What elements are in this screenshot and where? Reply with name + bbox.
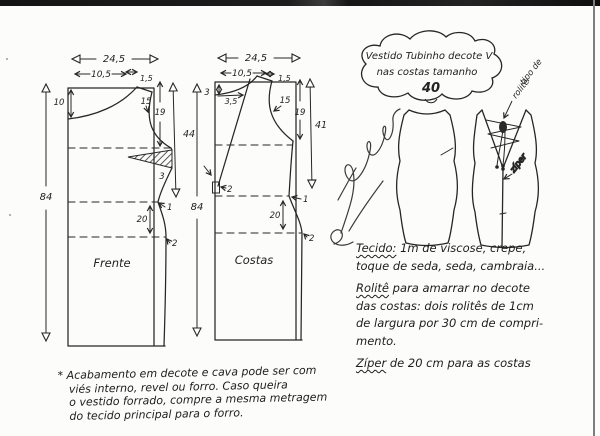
front-dress-dart [441, 148, 453, 155]
back-shoulder [257, 76, 272, 81]
title-line2: nas costas tamanho [376, 67, 478, 78]
front-neckline [68, 87, 137, 119]
back-shoulder-label: 10,5 [231, 69, 253, 79]
back-dimensions [197, 58, 315, 336]
fabric-text-line2: toque de seda, seda, cambraia... [356, 258, 546, 273]
front-dress-outline [397, 110, 458, 246]
title-size: 40 [421, 81, 441, 96]
back-construction-lines [215, 82, 302, 340]
footnote-line2: viés interno, revel ou forro. Caso queira [68, 377, 288, 396]
back-piece-name: Costas [234, 253, 274, 267]
back-dress-sketch [472, 110, 538, 248]
front-waist-hip-label: 20 [136, 215, 148, 225]
front-bust-dart [128, 150, 172, 168]
front-dimensions [46, 59, 176, 341]
back-waist-hip-label: 20 [269, 211, 281, 221]
v-bottom-dot [501, 167, 505, 171]
front-pattern-piece [40, 54, 195, 346]
front-hip-shaping-label: 2 [172, 239, 178, 249]
finishing-footnote [57, 363, 358, 423]
footnote-line4: do tecido principal para o forro. [69, 405, 244, 423]
back-v-start-label: 3,5 [224, 97, 238, 106]
back-top-width-label: 24,5 [244, 53, 268, 64]
back-length-label: 84 [190, 202, 204, 213]
rolite-text-line3: de largura por 30 cm de compri- [356, 316, 544, 330]
back-armhole [269, 81, 293, 141]
back-shoulder-drop-label: 1,5 [278, 74, 291, 83]
materials-zipper [356, 355, 596, 373]
title-cloud [362, 31, 502, 103]
materials-rolite [356, 280, 596, 350]
zipper-arrow [504, 174, 512, 179]
zipper-note: zíper [508, 152, 530, 175]
rolite-annotation [504, 57, 545, 118]
materials-fabric [356, 240, 596, 275]
front-neck-depth-label: 10 [53, 98, 65, 108]
front-waist-height-label: 44 [183, 129, 196, 140]
back-neck-depth-label: 3 [204, 88, 210, 98]
zipper-title: Zíper [356, 356, 387, 370]
fabric-title: Tecido: [356, 241, 397, 255]
back-hip-shaping-label: 2 [309, 234, 315, 244]
rolite-note-line1: tipo de [518, 57, 545, 87]
front-waist-shaping-label: 1 [167, 203, 173, 213]
fabric-text: 1m de viscose, crepe, [396, 241, 527, 255]
front-length-label: 84 [39, 192, 53, 203]
front-top-width-label: 24,5 [102, 54, 126, 65]
back-pattern-piece [191, 53, 327, 340]
signature [331, 109, 400, 245]
back-armhole-height-label: 19 [294, 108, 306, 118]
zipper-text: de 20 cm para as costas [386, 356, 531, 370]
front-armhole-height-label: 19 [154, 108, 166, 118]
rolite-text-line4: mento. [356, 333, 397, 348]
rolite-note-line2: rolitê [510, 77, 532, 101]
footnote-line1: * Acabamento em decote e cava pode ser com [57, 363, 317, 383]
front-shoulder-drop-label: 1,5 [140, 74, 153, 83]
title-line1: Vestido Tubinho decote V [365, 51, 493, 62]
rolite-arrow [504, 101, 512, 118]
back-waist-height-label: 41 [315, 120, 328, 131]
rolite-text-line2: das costas: dois rolitês de 1cm [356, 298, 534, 313]
front-shoulder-label: 10,5 [90, 70, 112, 80]
back-armhole-label: 15 [279, 96, 291, 106]
back-v-gap-label: 2 [227, 185, 233, 195]
back-waist-shaping-label: 1 [303, 195, 309, 205]
footnote-line3: o vestido forrado, compre a mesma metragem [69, 390, 328, 409]
zipper-end-tick [500, 213, 506, 214]
rolite-title: Rolitê [356, 281, 390, 295]
front-piece-name: Frente [93, 256, 131, 270]
rolite-text: para amarrar no decote [389, 281, 530, 295]
front-dress-sketch [397, 110, 458, 246]
back-dress-center-seam [502, 168, 503, 247]
lacing-knot [499, 121, 507, 133]
materials-note [356, 240, 596, 378]
front-armhole-label: 15 [140, 97, 152, 107]
front-dart-label: 3 [159, 172, 165, 182]
